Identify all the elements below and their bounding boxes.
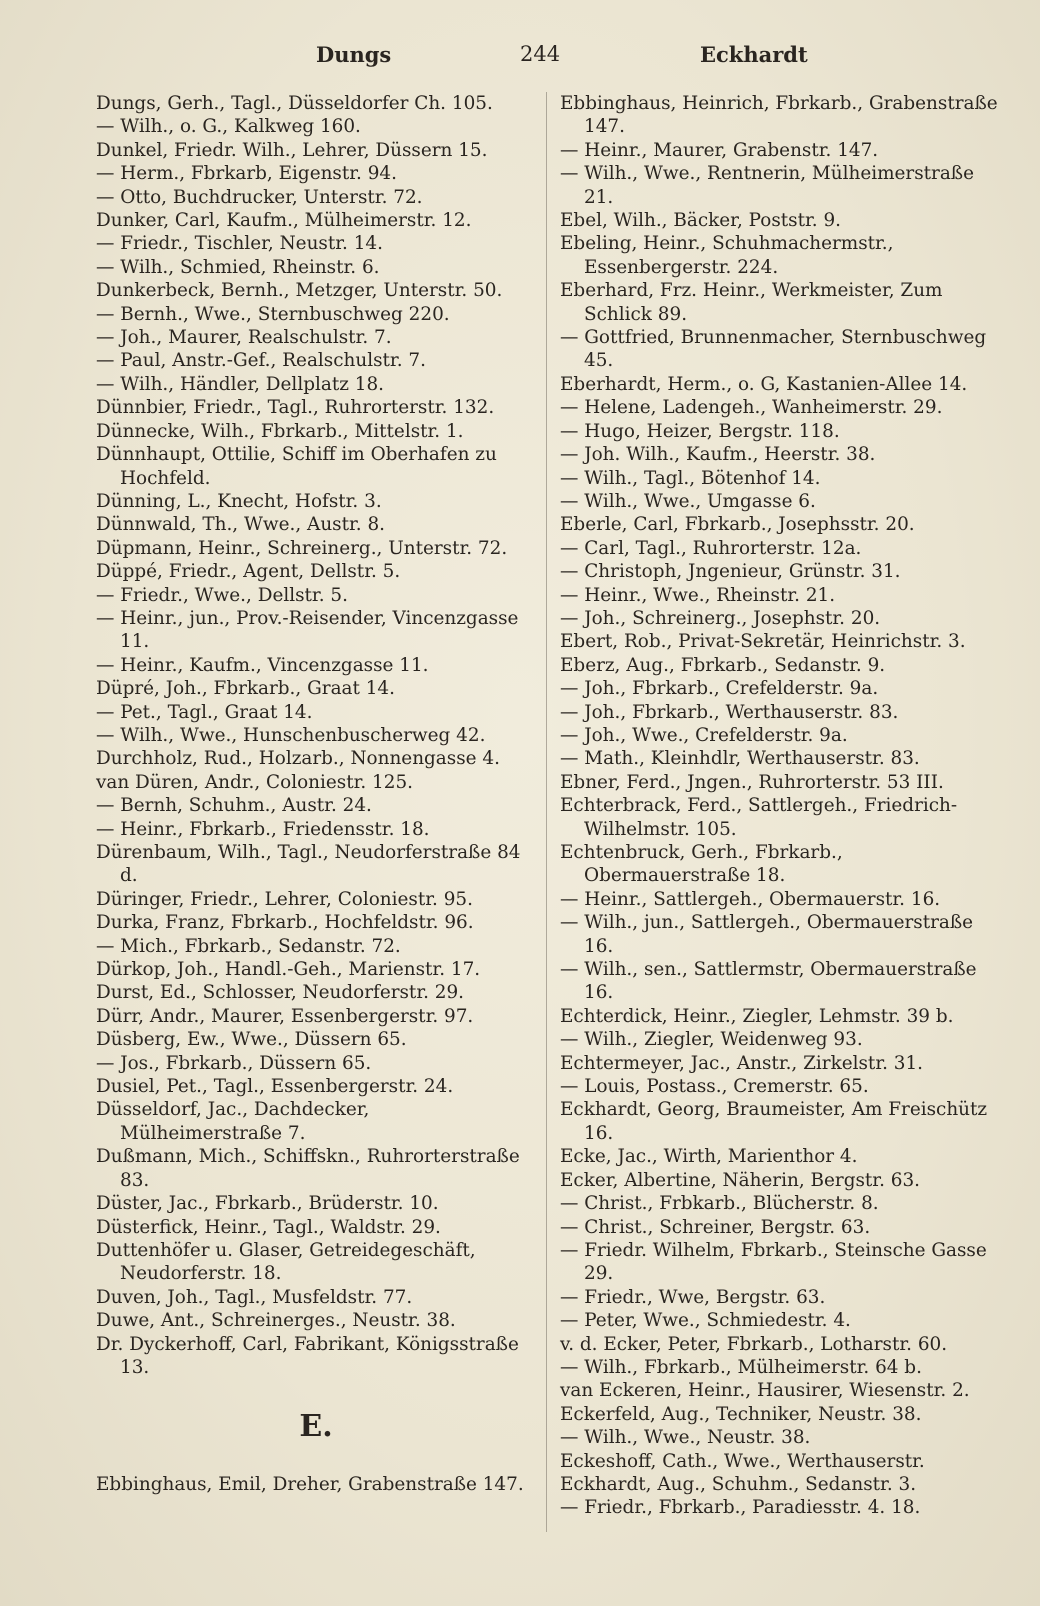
directory-entry: Ebbinghaus, Emil, Dreher, Grabenstraße 147. (96, 1474, 524, 1496)
directory-entry: — Wilh., Fbrkarb., Mülheimerstr. 64 b. (560, 1356, 922, 1378)
directory-entry: — Joh., Maurer, Realschulstr. 7. (96, 327, 392, 349)
directory-entry: Dr. Dyckerhoff, Carl, Fabrikant, Königsstraße 13. (96, 1333, 519, 1378)
directory-entry: Dürr, Andr., Maurer, Essenbergerstr. 97. (96, 1005, 474, 1027)
directory-entry: Ebner, Ferd., Jngen., Ruhrorterstr. 53 III. (560, 771, 944, 793)
directory-entry: Dürenbaum, Wilh., Tagl., Neudorferstraße 84 d. (96, 842, 521, 887)
directory-entry: — Math., Kleinhdlr, Werthauserstr. 83. (560, 748, 920, 770)
directory-entry: — Wilh., Wwe., Neustr. 38. (560, 1427, 811, 1449)
directory-entry: Düsterfick, Heinr., Tagl., Waldstr. 29. (96, 1216, 441, 1238)
directory-entry: — Wilh., Wwe., Rentnerin, Mülheimerstraße 21. (560, 163, 974, 208)
directory-entry: — Heinr., Fbrkarb., Friedensstr. 18. (96, 818, 430, 840)
directory-entry: — Wilh., Tagl., Bötenhof 14. (560, 467, 821, 489)
directory-entry: — Bernh, Schuhm., Austr. 24. (96, 795, 372, 817)
directory-entry: Durchholz, Rud., Holzarb., Nonnengasse 4. (96, 748, 500, 770)
directory-entry: — Gottfried, Brunnenmacher, Sternbuschweg 45. (560, 327, 987, 372)
directory-entry: van Düren, Andr., Coloniestr. 125. (96, 771, 413, 793)
directory-entry: Ebel, Wilh., Bäcker, Poststr. 9. (560, 210, 842, 232)
directory-entry: Düpmann, Heinr., Schreinerg., Unterstr. 72. (96, 537, 508, 559)
directory-entry: — Peter, Wwe., Schmiedestr. 4. (560, 1310, 851, 1332)
directory-entry: — Wilh., Händler, Dellplatz 18. (96, 373, 384, 395)
directory-entry: — Joh., Fbrkarb., Werthauserstr. 83. (560, 701, 899, 723)
directory-entry: Echtermeyer, Jac., Anstr., Zirkelstr. 31. (560, 1052, 924, 1074)
directory-entry: — Wilh., sen., Sattlermstr, Obermauerstraße 16. (560, 959, 977, 1004)
directory-entry: Duven, Joh., Tagl., Musfeldstr. 77. (96, 1286, 413, 1308)
section-letter: E. (299, 1409, 333, 1445)
header-right-keyword: Eckhardt (700, 42, 808, 67)
directory-entry: — Carl, Tagl., Ruhrorterstr. 12a. (560, 537, 862, 559)
directory-entry: Dünnecke, Wilh., Fbrkarb., Mittelstr. 1. (96, 420, 464, 442)
directory-entry: Düpré, Joh., Fbrkarb., Graat 14. (96, 678, 395, 700)
directory-entry: — Friedr., Fbrkarb., Paradiesstr. 4. 18. (560, 1497, 921, 1519)
directory-entry: Düsberg, Ew., Wwe., Düssern 65. (96, 1029, 407, 1051)
directory-entry: Eberhardt, Herm., o. G, Kastanien-Allee 14. (560, 373, 968, 395)
directory-entry: Eckhardt, Aug., Schuhm., Sedanstr. 3. (560, 1473, 917, 1495)
directory-entry: Dungs, Gerh., Tagl., Düsseldorfer Ch. 105. (96, 93, 493, 114)
directory-entry: — Wilh., Wwe., Umgasse 6. (560, 490, 816, 512)
directory-entry: Echterbrack, Ferd., Sattlergeh., Friedrich-Wilhelmstr. 105. (560, 795, 958, 840)
directory-entry: Eckeshoff, Cath., Wwe., Werthauserstr. (560, 1450, 925, 1472)
directory-entry: — Wilh., jun., Sattlergeh., Obermauerstraße 16. (560, 912, 974, 957)
directory-entry: — Heinr., Maurer, Grabenstr. 147. (560, 139, 879, 161)
directory-entry: — Christ., Schreiner, Bergstr. 63. (560, 1216, 871, 1238)
directory-entry: Eberz, Aug., Fbrkarb., Sedanstr. 9. (560, 654, 886, 676)
column-divider (546, 92, 547, 1532)
directory-entry: — Louis, Postass., Cremerstr. 65. (560, 1076, 869, 1098)
directory-entry: Durka, Franz, Fbrkarb., Hochfeldstr. 96. (96, 912, 474, 934)
page-header (0, 42, 1040, 76)
directory-entry: — Friedr. Wilhelm, Fbrkarb., Steinsche Gasse 29. (560, 1239, 987, 1285)
directory-entry: — Heinr., Kaufm., Vincenzgasse 11. (96, 654, 429, 676)
directory-entry: Düsseldorf, Jac., Dachdecker, Mülheimerstraße 7. (96, 1099, 370, 1144)
directory-entry: — Friedr., Wwe., Dellstr. 5. (96, 584, 348, 606)
directory-entry: Echterdick, Heinr., Ziegler, Lehmstr. 39 b. (560, 1005, 954, 1027)
directory-entry: Dunkel, Friedr. Wilh., Lehrer, Düssern 15. (96, 139, 488, 161)
directory-entry: — Otto, Buchdrucker, Unterstr. 72. (96, 186, 423, 208)
directory-entry: Ecker, Albertine, Näherin, Bergstr. 63. (560, 1169, 921, 1191)
directory-entry: Düppé, Friedr., Agent, Dellstr. 5. (96, 561, 401, 583)
directory-entry: — Heinr., jun., Prov.-Reisender, Vincenzgasse 11. (96, 607, 519, 653)
directory-entry: — Friedr., Tischler, Neustr. 14. (96, 233, 383, 255)
directory-entry: — Christ., Frbkarb., Blücherstr. 8. (560, 1193, 879, 1215)
directory-entry: Ecke, Jac., Wirth, Marienthor 4. (560, 1146, 858, 1168)
directory-entry: Dünning, L., Knecht, Hofstr. 3. (96, 490, 382, 512)
directory-entry: Ebeling, Heinr., Schuhmachermstr., Essenbergerstr. 224. (560, 233, 894, 278)
page-number: 244 (520, 42, 561, 66)
directory-entry: Dunker, Carl, Kaufm., Mülheimerstr. 12. (96, 210, 472, 232)
directory-entry: — Heinr., Wwe., Rheinstr. 21. (560, 584, 836, 606)
directory-entry: — Hugo, Heizer, Bergstr. 118. (560, 420, 840, 442)
directory-entry: — Bernh., Wwe., Sternbuschweg 220. (96, 303, 450, 325)
left-column (96, 92, 536, 1497)
directory-entry: Düster, Jac., Fbrkarb., Brüderstr. 10. (96, 1193, 439, 1215)
directory-entry: Eckhardt, Georg, Braumeister, Am Freischütz 16. (560, 1099, 988, 1144)
directory-entry: — Joh., Schreinerg., Josephstr. 20. (560, 607, 881, 629)
directory-entry: — Heinr., Sattlergeh., Obermauerstr. 16. (560, 888, 941, 910)
directory-entry: van Eckeren, Heinr., Hausirer, Wiesenstr. 2. (560, 1380, 970, 1402)
directory-entry: Dünnbier, Friedr., Tagl., Ruhrorterstr. 132. (96, 397, 495, 419)
directory-entry: — Joh., Fbrkarb., Crefelderstr. 9a. (560, 678, 879, 700)
directory-entry: Durst, Ed., Schlosser, Neudorferstr. 29. (96, 982, 465, 1004)
directory-entry: Dünnwald, Th., Wwe., Austr. 8. (96, 514, 386, 536)
directory-entry: — Christoph, Jngenieur, Grünstr. 31. (560, 561, 901, 583)
directory-entry: — Herm., Fbrkarb, Eigenstr. 94. (96, 163, 397, 185)
directory-entry: Dunkerbeck, Bernh., Metzger, Unterstr. 50. (96, 280, 503, 302)
directory-entry: Eberhard, Frz. Heinr., Werkmeister, Zum Schlick 89. (560, 280, 943, 325)
directory-entry: Eckerfeld, Aug., Techniker, Neustr. 38. (560, 1403, 922, 1425)
directory-entry: — Mich., Fbrkarb., Sedanstr. 72. (96, 935, 401, 957)
directory-entry: Düringer, Friedr., Lehrer, Coloniestr. 95. (96, 888, 473, 910)
directory-entry: Dürkop, Joh., Handl.-Geh., Marienstr. 17. (96, 959, 481, 981)
directory-entry: — Wilh., Wwe., Hunschenbuscherweg 42. (96, 724, 486, 746)
directory-entry: Eberle, Carl, Fbrkarb., Josephsstr. 20. (560, 514, 915, 536)
directory-entry: — Paul, Anstr.-Gef., Realschulstr. 7. (96, 350, 426, 372)
directory-entry: Ebert, Rob., Privat-Sekretär, Heinrichstr. 3. (560, 631, 966, 653)
directory-entry: — Wilh., Ziegler, Weidenweg 93. (560, 1029, 863, 1051)
directory-entry: — Friedr., Wwe, Bergstr. 63. (560, 1286, 826, 1308)
directory-entry: Duttenhöfer u. Glaser, Getreidegeschäft, Neudorferstr. 18. (96, 1239, 476, 1285)
directory-entry: Dusiel, Pet., Tagl., Essenbergerstr. 24. (96, 1076, 454, 1098)
directory-entry: v. d. Ecker, Peter, Fbrkarb., Lotharstr. 60. (560, 1333, 948, 1355)
directory-entry: — Joh., Wwe., Crefelderstr. 9a. (560, 724, 848, 746)
directory-entry: — Helene, Ladengeh., Wanheimerstr. 29. (560, 397, 943, 419)
directory-entry: — Wilh., o. G., Kalkweg 160. (96, 116, 361, 138)
directory-entry: — Jos., Fbrkarb., Düssern 65. (96, 1052, 372, 1074)
directory-entry: Dünnhaupt, Ottilie, Schiff im Oberhafen zu Hochfeld. (96, 444, 497, 489)
directory-entry: Ebbinghaus, Heinrich, Fbrkarb., Grabenstraße 147. (560, 93, 998, 138)
directory-entry: — Joh. Wilh., Kaufm., Heerstr. 38. (560, 444, 876, 466)
header-left-keyword: Dungs (316, 42, 392, 67)
directory-entry: Dußmann, Mich., Schiffskn., Ruhrorterstraße 83. (96, 1146, 520, 1191)
directory-entry: — Wilh., Schmied, Rheinstr. 6. (96, 256, 380, 278)
right-column (560, 92, 1002, 1520)
directory-entry: Echtenbruck, Gerh., Fbrkarb., Obermauerstraße 18. (560, 842, 843, 887)
directory-entry: Duwe, Ant., Schreinerges., Neustr. 38. (96, 1310, 456, 1332)
directory-entry: — Pet., Tagl., Graat 14. (96, 701, 313, 723)
